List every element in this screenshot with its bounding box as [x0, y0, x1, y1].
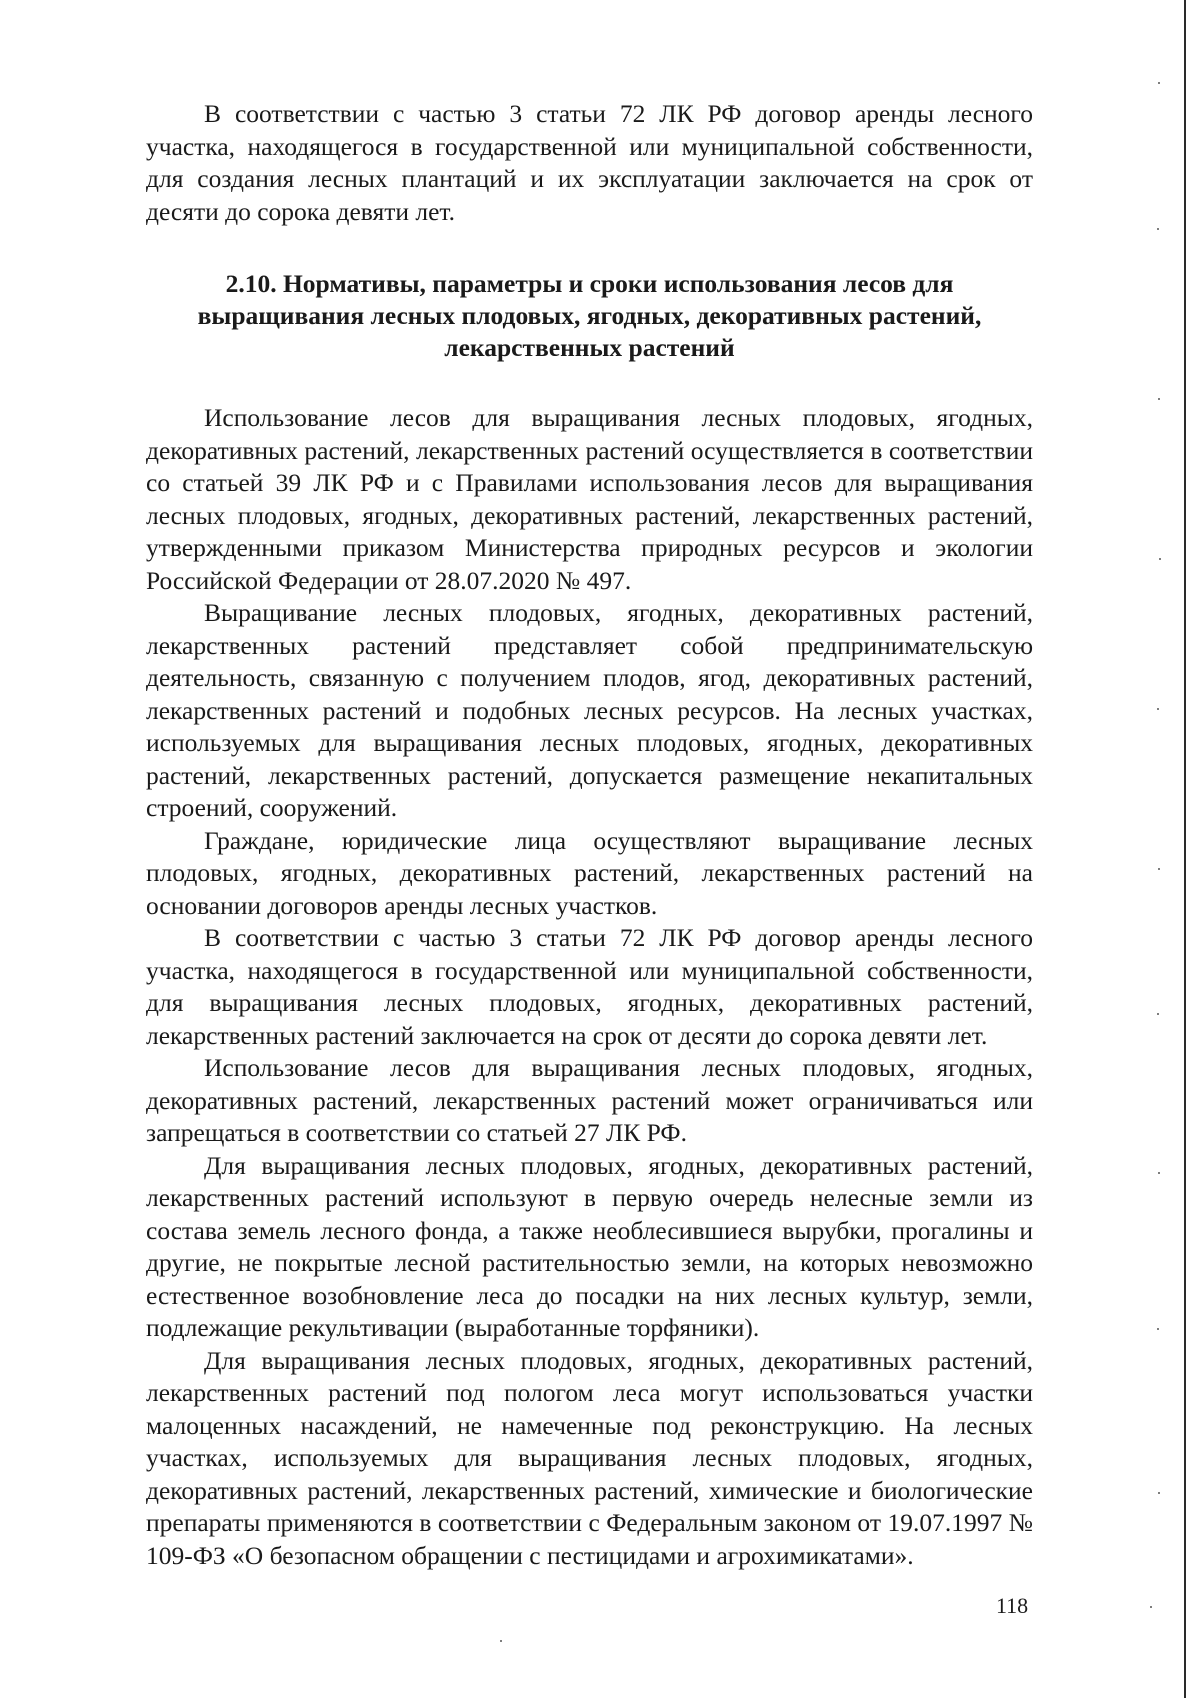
body-paragraph-2: Выращивание лесных плодовых, ягодных, декоративных растений, лекарственных растений представляет собой предпринимательскую деятельность, связанную с получением плодов, ягод, декоративных растений, лекарственных растений и подобных лесных ресурсов. На лесных участках, используемых для выращивания лесных плодовых, ягодных, декоративных растений, лекарственных растений, допускается размещение некапитальных строений, сооружений. [146, 598, 1033, 822]
scan-speck [1150, 1606, 1152, 1608]
scan-speck [1159, 558, 1161, 560]
body-paragraph-3: Граждане, юридические лица осуществляют выращивание лесных плодовых, ягодных, декоративных растений, лекарственных растений на основании договоров аренды лесных участков. [146, 825, 1033, 920]
scan-speck [1158, 82, 1160, 84]
body-paragraph-7: Для выращивания лесных плодовых, ягодных, декоративных растений, лекарственных растений под пологом леса могут использоваться участки малоценных насаждений, не намеченные под реконструкцию. На лесных участках, используемых для выращивания лесных плодовых, ягодных, декоративных растений, лекарственных растений, химические и биологические препараты применяются в соответствии с Федеральным законом от 19.07.1997 № 109-ФЗ «О безопасном обращении с пестицидами и агрохимикатами». [146, 1345, 1033, 1570]
body-paragraph-1: Использование лесов для выращивания лесных плодовых, ягодных, декоративных растений, лекарственных растений осуществляется в соответствии со статьей 39 ЛК РФ и с Правилами использования лесов для выращивания лесных плодовых, ягодных, декоративных растений, лекарственных растений, утвержденными приказом Министерства природных ресурсов и экологии Российской Федерации от 28.07.2020 № 497. [146, 403, 1033, 595]
scan-speck [1157, 708, 1159, 710]
scan-speck [1158, 1172, 1160, 1174]
scan-speck [1158, 1492, 1160, 1494]
scan-speck [1157, 1328, 1159, 1330]
body-paragraph-5: Использование лесов для выращивания лесных плодовых, ягодных, декоративных растений, лекарственных растений может ограничиваться или запрещаться в соответствии со статьей 27 ЛК РФ. [146, 1053, 1033, 1147]
scan-speck [1158, 868, 1160, 870]
body-paragraph-4: В соответствии с частью 3 статьи 72 ЛК РФ договор аренды лесного участка, находящегося в государственной или муниципальной собственности, для выращивания лесных плодовых, ягодных, декоративных растений, лекарственных растений заключается на срок от десяти до сорока девяти лет. [146, 923, 1033, 1050]
section-title: 2.10. Нормативы, параметры и сроки использования лесов для выращивания лесных плодовых, ягодных, декоративных растений, лекарственных растений [197, 269, 982, 362]
body-paragraph-6: Для выращивания лесных плодовых, ягодных, декоративных растений, лекарственных растений используют в первую очередь нелесные земли из состава земель лесного фонда, а также необлесившиеся вырубки, прогалины и другие, не покрытые лесной растительностью земли, на которых невозможно естественное возобновление леса до посадки на них лесных культур, земли, подлежащие рекультивации (выработанные торфяники). [146, 1150, 1033, 1342]
document-body [146, 98, 1033, 1572]
page-edge-line [1184, 0, 1186, 1698]
scan-speck [1157, 228, 1159, 230]
page-number: 118 [996, 1593, 1029, 1618]
scan-speck [500, 1640, 502, 1642]
scan-speck [1158, 398, 1160, 400]
scan-speck [1157, 1013, 1159, 1015]
intro-paragraph: В соответствии с частью 3 статьи 72 ЛК РФ договор аренды лесного участка, находящегося в государственной или муниципальной собственности, для создания лесных плантаций и их эксплуатации заключается на срок от десяти до сорока девяти лет. [146, 99, 1033, 226]
